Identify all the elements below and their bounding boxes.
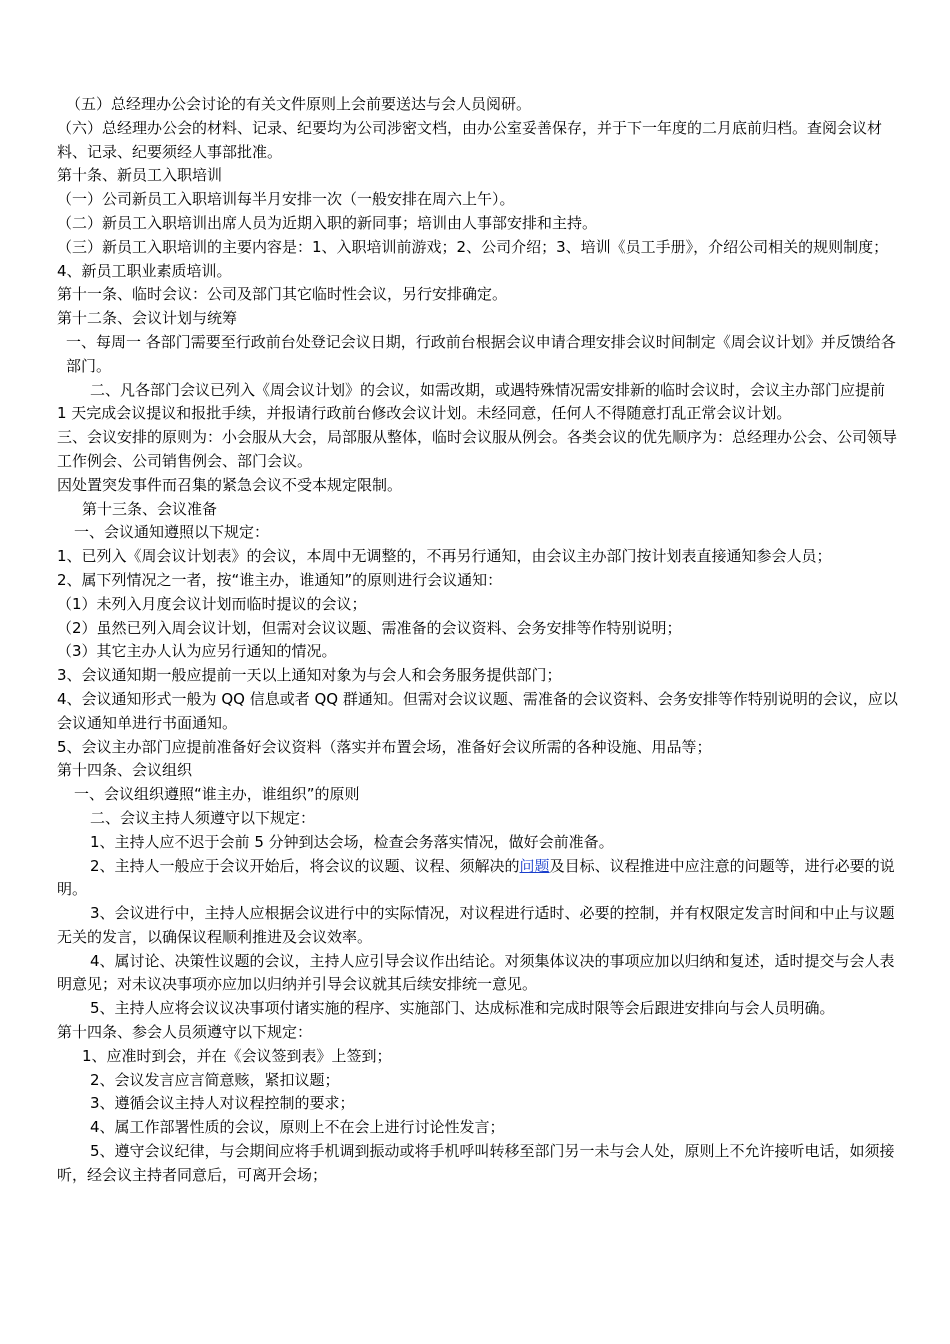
paragraph-text: 3、会议进行中，主持人应根据会议进行中的实际情况，对议程进行适时、必要的控制，并有权限定发言时间和中止与议题无关的发言，以确保议程顺利推进及会议效率。 <box>57 904 895 946</box>
paragraph: 2、属下列情况之一者，按“谁主办，谁通知”的原则进行会议通知： <box>57 570 503 589</box>
paragraph: 3、会议通知期一般应提前一天以上通知对象为与会人和会务服务提供部门； <box>57 666 562 685</box>
paragraph <box>57 997 899 1021</box>
paragraph <box>57 950 899 998</box>
section-heading: 第十四条、参会人员须遵守以下规定： <box>57 1023 313 1042</box>
paragraph: 1、已列入《周会议计划表》的会议，本周中无调整的，不再另行通知，由会议主办部门按计划表直接通知参会人员； <box>57 547 832 566</box>
paragraph-text: 5、主持人应将会议议决事项付诸实施的程序、实施部门、达成标准和完成时限等会后跟进安排向与会人员明确。 <box>90 999 835 1018</box>
paragraph-text: 二、凡各部门会议已列入《周会议计划》的会议，如需改期，或遇特殊情况需安排新的临时会议时，会议主办部门应提前 1 天完成会议提议和报批手续，并报请行政前台修改会议计划。未经同意，任何人不得随意打乱正常会议计划。 <box>57 380 886 423</box>
section-heading: 第十四条、会议组织 <box>57 761 193 780</box>
paragraph <box>57 902 899 950</box>
paragraph: （二）新员工入职培训出席人员为近期入职的新同事；培训由人事部安排和主持。 <box>57 213 598 232</box>
paragraph: 因处置突发事件而召集的紧急会议不受本规定限制。 <box>57 475 403 494</box>
paragraph: （五）总经理办公会讨论的有关文件原则上会前要送达与会人员阅研。 <box>66 95 532 113</box>
paragraph <box>57 1140 899 1188</box>
section-heading: 第十二条、会议计划与统筹 <box>57 309 238 328</box>
paragraph: 三、会议安排的原则为：小会服从大会，局部服从整体，临时会议服从例会。各类会议的优先顺序为：总经理办公会、公司领导工作例会、公司销售例会、部门会议。 <box>57 428 898 470</box>
paragraph: 1、主持人应不迟于会前 5 分钟到达会场，检查会务落实情况，做好会前准备。 <box>90 832 614 851</box>
document-body <box>57 93 899 1188</box>
paragraph-text: 5、遵守会议纪律，与会期间应将手机调到振动或将手机呼叫转移至部门另一未与会人处，原则上不允许接听电话，如须接听，经会议主持者同意后，可离开会场； <box>57 1142 895 1184</box>
paragraph: （六）总经理办公会的材料、记录、纪要均为公司涉密文档，由办公室妥善保存，并于下一年度的二月底前归档。查阅会议材料、记录、纪要须经人事部批准。 <box>57 118 883 161</box>
paragraph <box>57 379 899 427</box>
paragraph: 一、每周一 各部门需要至行政前台处登记会议日期，行政前台根据会议申请合理安排会议时间制定《周会议计划》并反馈给各部门。 <box>66 332 896 375</box>
paragraph: 3、遵循会议主持人对议程控制的要求； <box>90 1094 355 1113</box>
paragraph: 4、会议通知形式一般为 QQ 信息或者 QQ 群通知。但需对会议议题、需准备的会议资料、会务安排等作特别说明的会议，应以会议通知单进行书面通知。 <box>57 689 898 732</box>
paragraph: （2）虽然已列入周会议计划，但需对会议议题、需准备的会议资料、会务安排等作特别说明； <box>57 618 682 637</box>
paragraph-text: 及目标、议程推进中应注意的问题等，进行必要的说明。 <box>57 856 895 899</box>
paragraph: 一、会议通知遵照以下规定： <box>74 523 270 542</box>
problem-link[interactable]: 问题 <box>519 856 550 875</box>
paragraph-text: 2、主持人一般应于会议开始后，将会议的议题、议程、须解决的 <box>90 856 520 875</box>
paragraph: （三）新员工入职培训的主要内容是：1、入职培训前游戏；2、公司介绍；3、培训《员工手册》，介绍公司相关的规则制度；4、新员工职业素质培训。 <box>57 237 889 280</box>
paragraph: 5、会议主办部门应提前准备好会议资料（落实并布置会场，准备好会议所需的各种设施、用品等； <box>57 737 712 756</box>
section-heading: 第十条、新员工入职培训 <box>57 166 223 185</box>
paragraph: 2、会议发言应言简意赅，紧扣议题； <box>90 1070 340 1089</box>
paragraph-text: 4、属讨论、决策性议题的会议，主持人应引导会议作出结论。对须集体议决的事项应加以归纳和复述，适时提交与会人表明意见；对未议决事项亦应加以归纳并引导会议就其后续安排统一意见。 <box>57 951 895 994</box>
paragraph <box>57 855 899 903</box>
paragraph: （1）未列入月度会议计划而临时提议的会议； <box>57 594 367 613</box>
section-heading: 第十一条、临时会议：公司及部门其它临时性会议，另行安排确定。 <box>57 285 508 304</box>
paragraph: 4、属工作部署性质的会议，原则上不在会上进行讨论性发言； <box>90 1118 505 1137</box>
paragraph: 1、应准时到会，并在《会议签到表》上签到； <box>82 1046 392 1065</box>
section-heading: 第十三条、会议准备 <box>82 499 218 518</box>
paragraph: （一）公司新员工入职培训每半月安排一次（一般安排在周六上午）。 <box>57 190 515 209</box>
paragraph: （3）其它主办人认为应另行通知的情况。 <box>57 642 337 661</box>
paragraph: 一、会议组织遵照“谁主办，谁组织”的原则 <box>74 785 360 804</box>
paragraph: 二、会议主持人须遵守以下规定： <box>90 808 316 827</box>
